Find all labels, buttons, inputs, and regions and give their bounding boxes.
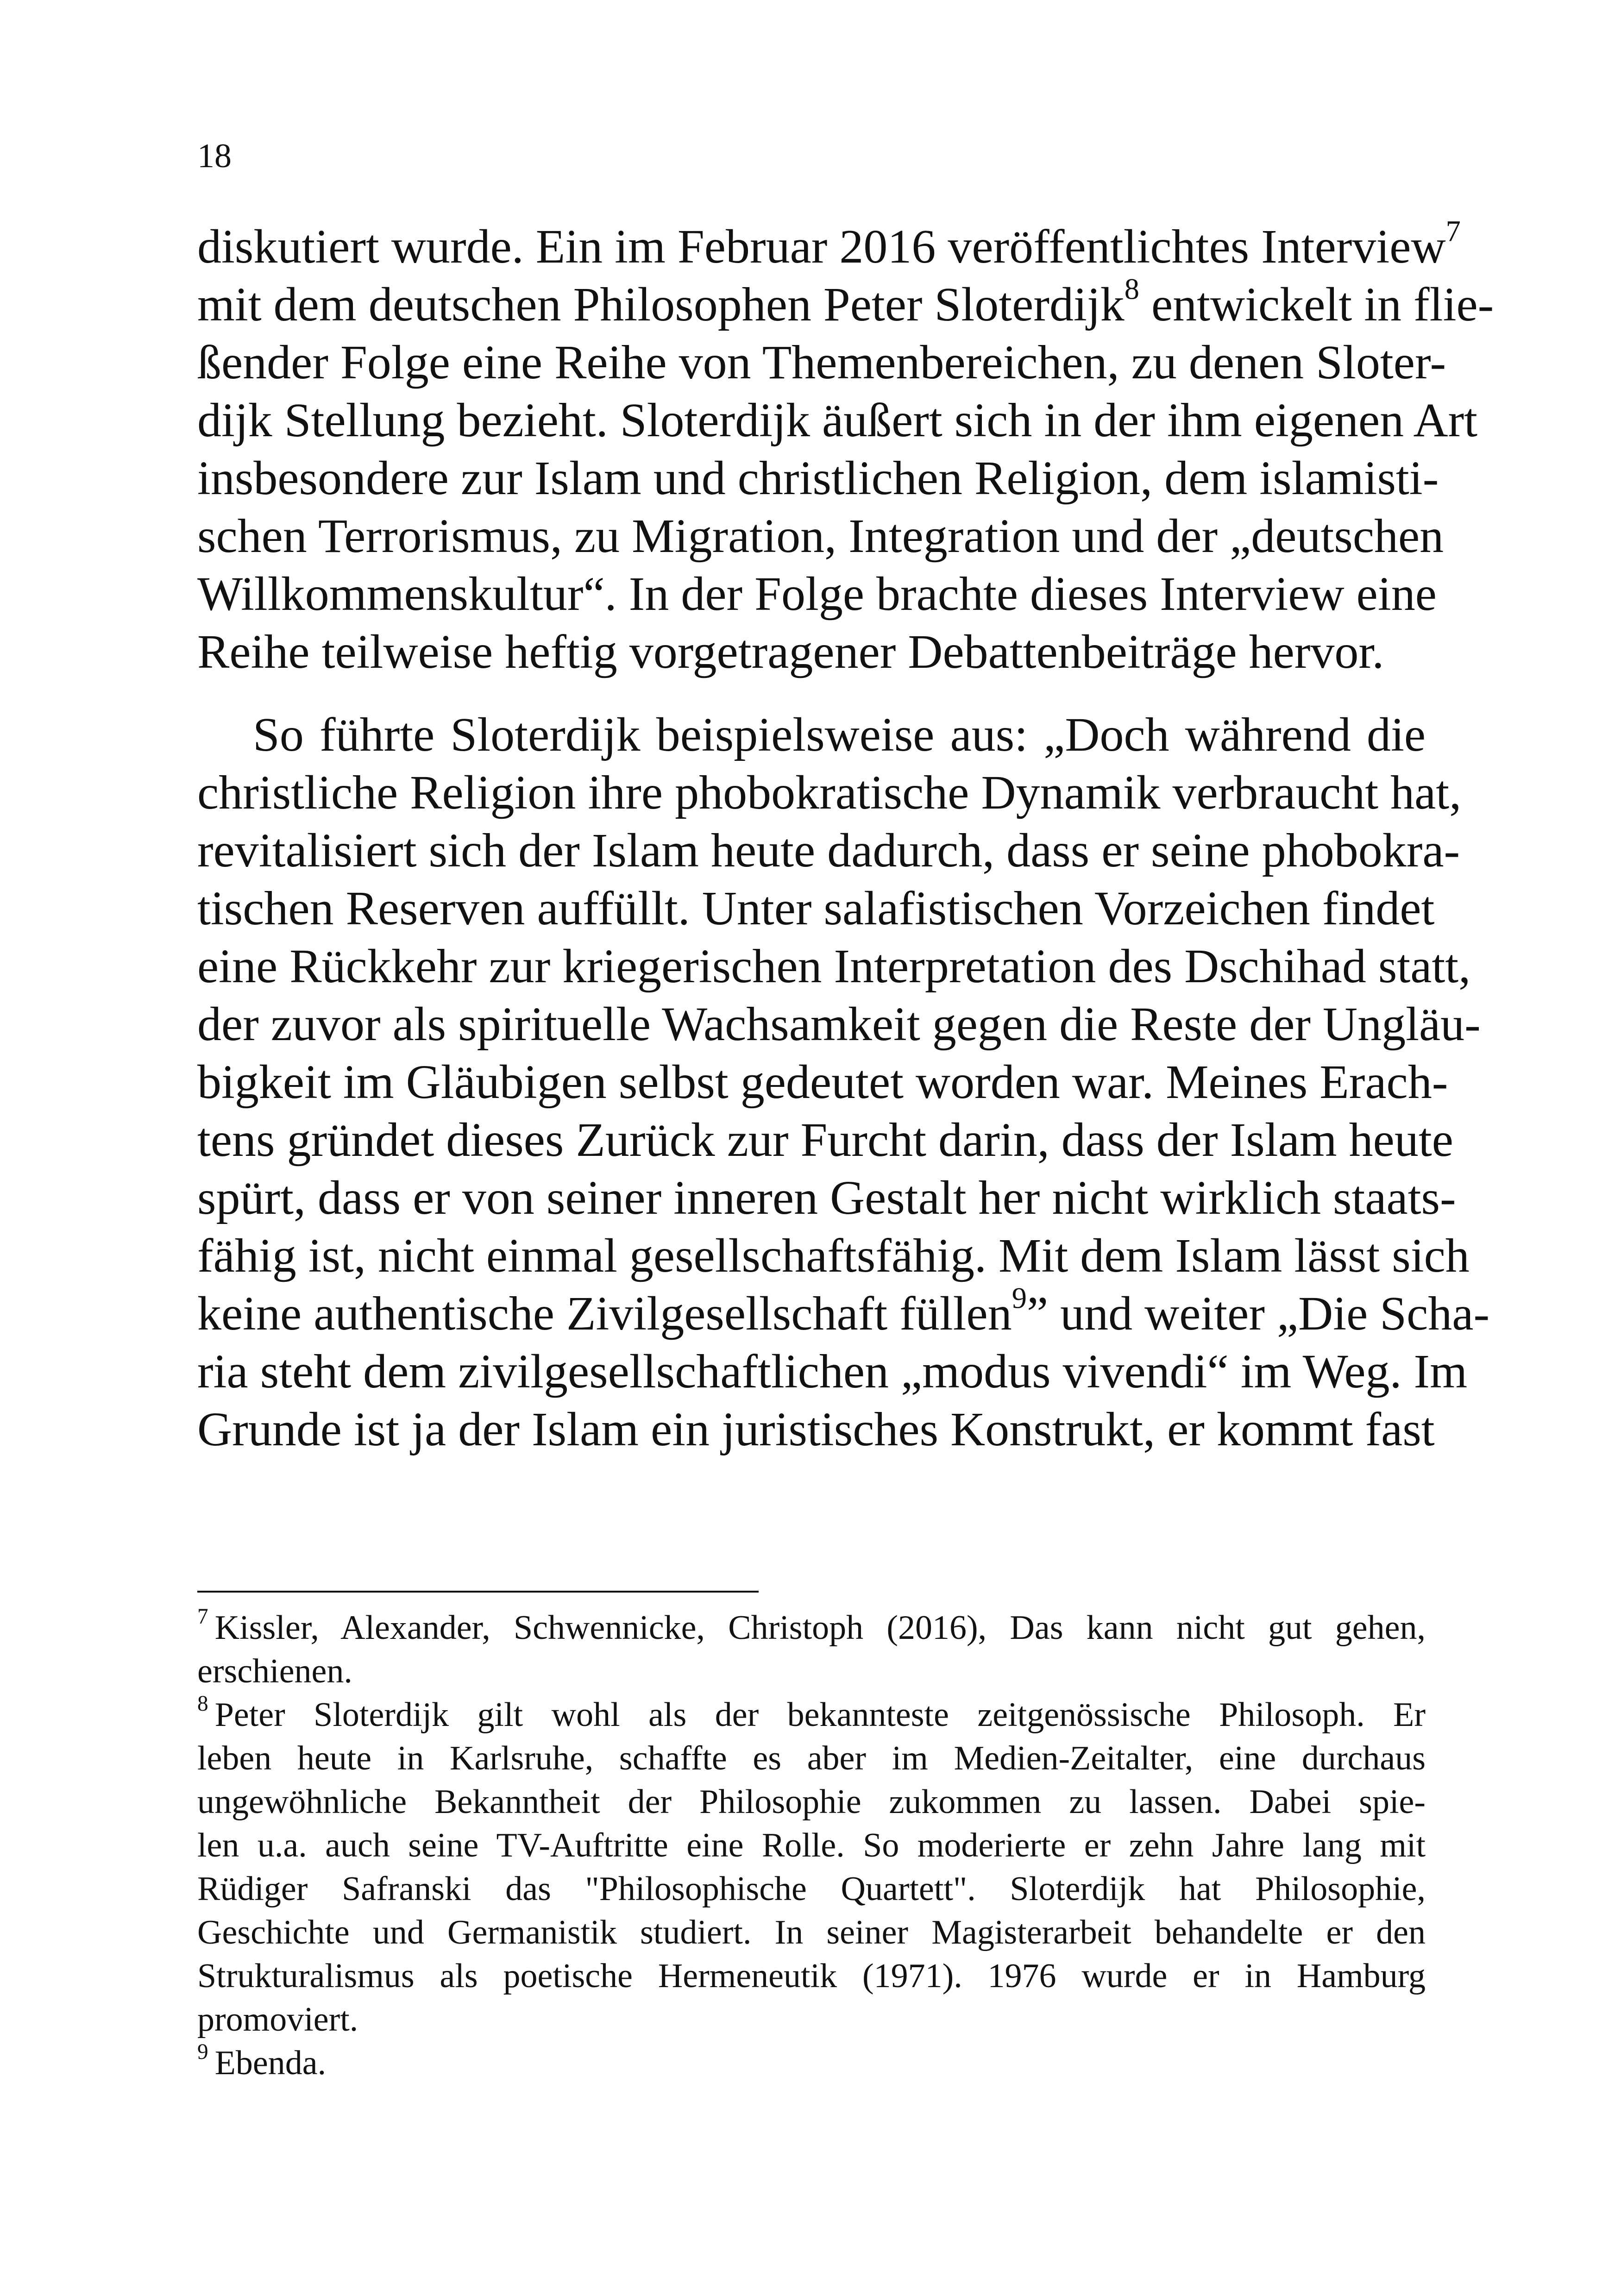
text-line: tischen Reserven auffüllt. Unter salafistischen Vorzeichen findet (197, 882, 1435, 935)
footnote-line: erschienen. (197, 1652, 352, 1690)
text-line: Grunde ist ja der Islam ein juristisches Konstrukt, er kommt fast (197, 1403, 1435, 1456)
text-span: mit dem deutschen Philosophen Peter Sloterdijk (197, 278, 1125, 331)
text-span: Peter Sloterdijk gilt wohl als der bekannteste zeitgenössische Philosoph. Er (214, 1696, 1426, 1734)
text-line: der zuvor als spirituelle Wachsamkeit gegen die Reste der Ungläu- (197, 997, 1481, 1051)
text-line: christliche Religion ihre phobokratische Dynamik verbraucht hat, (197, 766, 1462, 819)
text-line: spürt, dass er von seiner inneren Gestalt her nicht wirklich staats- (197, 1171, 1456, 1224)
text-line: ßender Folge eine Reihe von Themenbereichen, zu denen Sloter- (197, 336, 1446, 389)
footnote-ref: 9 (1012, 1281, 1027, 1315)
text-line: tens gründet dieses Zurück zur Furcht darin, dass der Islam heute (197, 1113, 1453, 1167)
text-span: Ebenda. (214, 2044, 327, 2082)
footnote-ref: 8 (1124, 272, 1139, 306)
text-line: Willkommenskultur“. In der Folge brachte dieses Interview eine (197, 567, 1437, 621)
text-line: fähig ist, nicht einmal gesellschaftsfähig. Mit dem Islam lässt sich (197, 1229, 1470, 1282)
page-number: 18 (197, 137, 232, 175)
text-line: insbesondere zur Islam und christlichen Religion, dem islamisti- (197, 452, 1439, 505)
text-span: ” und weiter „Die Scha- (1026, 1287, 1490, 1340)
footnote-ref: 7 (1445, 214, 1461, 248)
footnote-separator (197, 1591, 759, 1593)
footnote-line: Geschichte und Germanistik studiert. In seiner Magisterarbeit behandelte er den (197, 1913, 1426, 1951)
text-line: revitalisiert sich der Islam heute dadurch, dass er seine phobokra- (197, 824, 1460, 877)
text-line (197, 272, 1494, 333)
text-span: entwickelt in flie- (1139, 278, 1494, 331)
paragraph-gap (197, 681, 1426, 706)
text-line: Reihe teilweise heftig vorgetragener Debattenbeiträge hervor. (197, 625, 1384, 678)
footnote-line: Rüdiger Safranski das "Philosophische Quartett". Sloterdijk hat Philosophie, (197, 1870, 1426, 1908)
footnotes (197, 1606, 1426, 2085)
footnote-line (197, 1693, 1426, 1737)
footnote-line (197, 1606, 1426, 1650)
text-span: Kissler, Alexander, Schwennicke, Christoph (2016), Das kann nicht gut gehen, (214, 1609, 1426, 1647)
text-line (197, 214, 1461, 276)
text-line (197, 1281, 1490, 1342)
footnote-line: leben heute in Karlsruhe, schaffte es aber im Medien-Zeitalter, eine durchaus (197, 1739, 1426, 1777)
text-span: diskutiert wurde. Ein im Februar 2016 veröffentlichtes Interview (197, 220, 1446, 273)
text-line: ria steht dem zivilgesellschaftlichen „modus vivendi“ im Weg. Im (197, 1345, 1468, 1398)
footnote-number: 7 (197, 1604, 208, 1629)
body-text (197, 214, 1494, 1458)
text-line: So führte Sloterdijk beispielsweise aus: „Doch während die (253, 708, 1426, 761)
footnote-number: 9 (197, 2039, 208, 2064)
footnote-line: promoviert. (197, 2001, 358, 2039)
footnote-number: 8 (197, 1691, 208, 1716)
text-line: bigkeit im Gläubigen selbst gedeutet worden war. Meines Erach- (197, 1055, 1448, 1109)
text-span: keine authentische Zivilgesellschaft füllen (197, 1287, 1012, 1340)
text-line: schen Terrorismus, zu Migration, Integration und der „deutschen (197, 509, 1444, 563)
text-line: eine Rückkehr zur kriegerischen Interpretation des Dschihad statt, (197, 940, 1471, 993)
text-line: dijk Stellung bezieht. Sloterdijk äußert sich in der ihm eigenen Art (197, 394, 1478, 447)
footnote-line: ungewöhnliche Bekanntheit der Philosophie zukommen zu lassen. Dabei spie- (197, 1783, 1426, 1821)
footnote-line (197, 2041, 1426, 2085)
footnote-line: len u.a. auch seine TV-Auftritte eine Rolle. So moderierte er zehn Jahre lang mit (197, 1826, 1426, 1864)
footnote-line: Strukturalismus als poetische Hermeneutik (1971). 1976 wurde er in Hamburg (197, 1957, 1426, 1995)
